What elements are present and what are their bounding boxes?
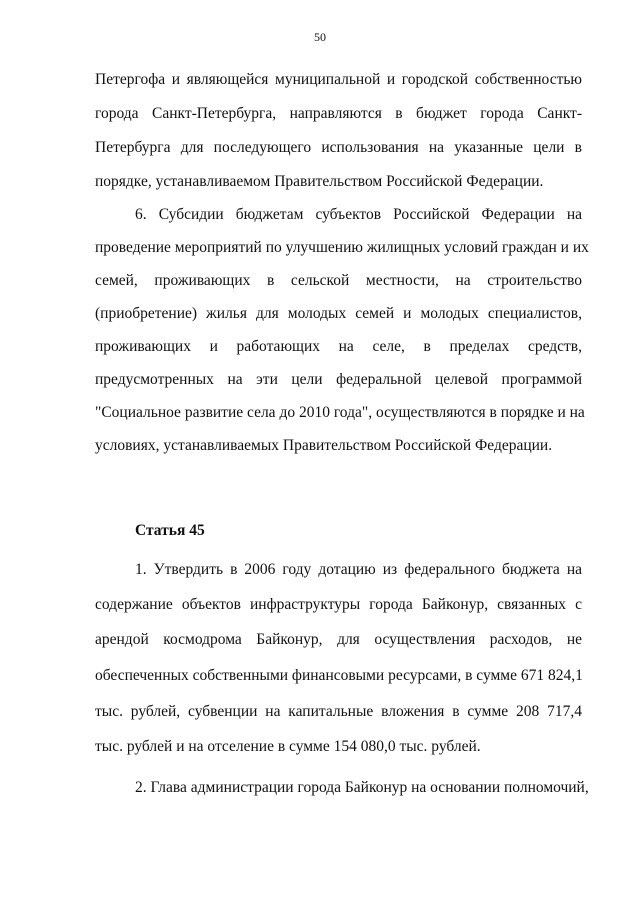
text-line: "Социальное развитие села до 2010 года", осуществляются в порядке и на bbox=[95, 404, 585, 421]
text-line: обеспеченных собственными финансовыми ресурсами, в сумме 671 824,1 bbox=[95, 667, 583, 684]
text-line: Петергофа и являющейся муниципальной и городской собственностью bbox=[95, 71, 582, 88]
text-line: проведение мероприятий по улучшению жилищных условий граждан и их bbox=[95, 239, 589, 256]
text-line: 6. Субсидии бюджетам субъектов Российской Федерации на bbox=[135, 206, 582, 223]
text-line: города Санкт-Петербурга, направляются в бюджет города Санкт- bbox=[95, 105, 582, 122]
text-line: тыс. рублей и на отселение в сумме 154 080,0 тыс. рублей. bbox=[95, 738, 481, 755]
text-line: семей, проживающих в сельской местности, на строительство bbox=[95, 272, 582, 289]
text-line: содержание объектов инфраструктуры города Байконур, связанных с bbox=[95, 596, 582, 613]
text-line: 2. Глава администрации города Байконур на основании полномочий, bbox=[135, 779, 589, 796]
text-line: проживающих и работающих на селе, в пределах средств, bbox=[95, 338, 582, 355]
text-line: предусмотренных на эти цели федеральной целевой программой bbox=[95, 371, 582, 388]
text-line: порядке, устанавливаемом Правительством Российской Федерации. bbox=[95, 173, 544, 190]
text-line: условиях, устанавливаемых Правительством Российской Федерации. bbox=[95, 437, 553, 454]
text-line: Петербурга для последующего использования на указанные цели в bbox=[95, 139, 582, 156]
text-line: (приобретение) жилья для молодых семей и молодых специалистов, bbox=[95, 305, 582, 322]
text-line: 1. Утвердить в 2006 году дотацию из федерального бюджета на bbox=[135, 561, 582, 578]
text-line: тыс. рублей, субвенции на капитальные вложения в сумме 208 717,4 bbox=[95, 703, 582, 720]
article-heading: Статья 45 bbox=[135, 522, 205, 539]
page-number: 50 bbox=[314, 30, 326, 44]
text-line: арендой космодрома Байконур, для осуществления расходов, не bbox=[95, 631, 582, 648]
